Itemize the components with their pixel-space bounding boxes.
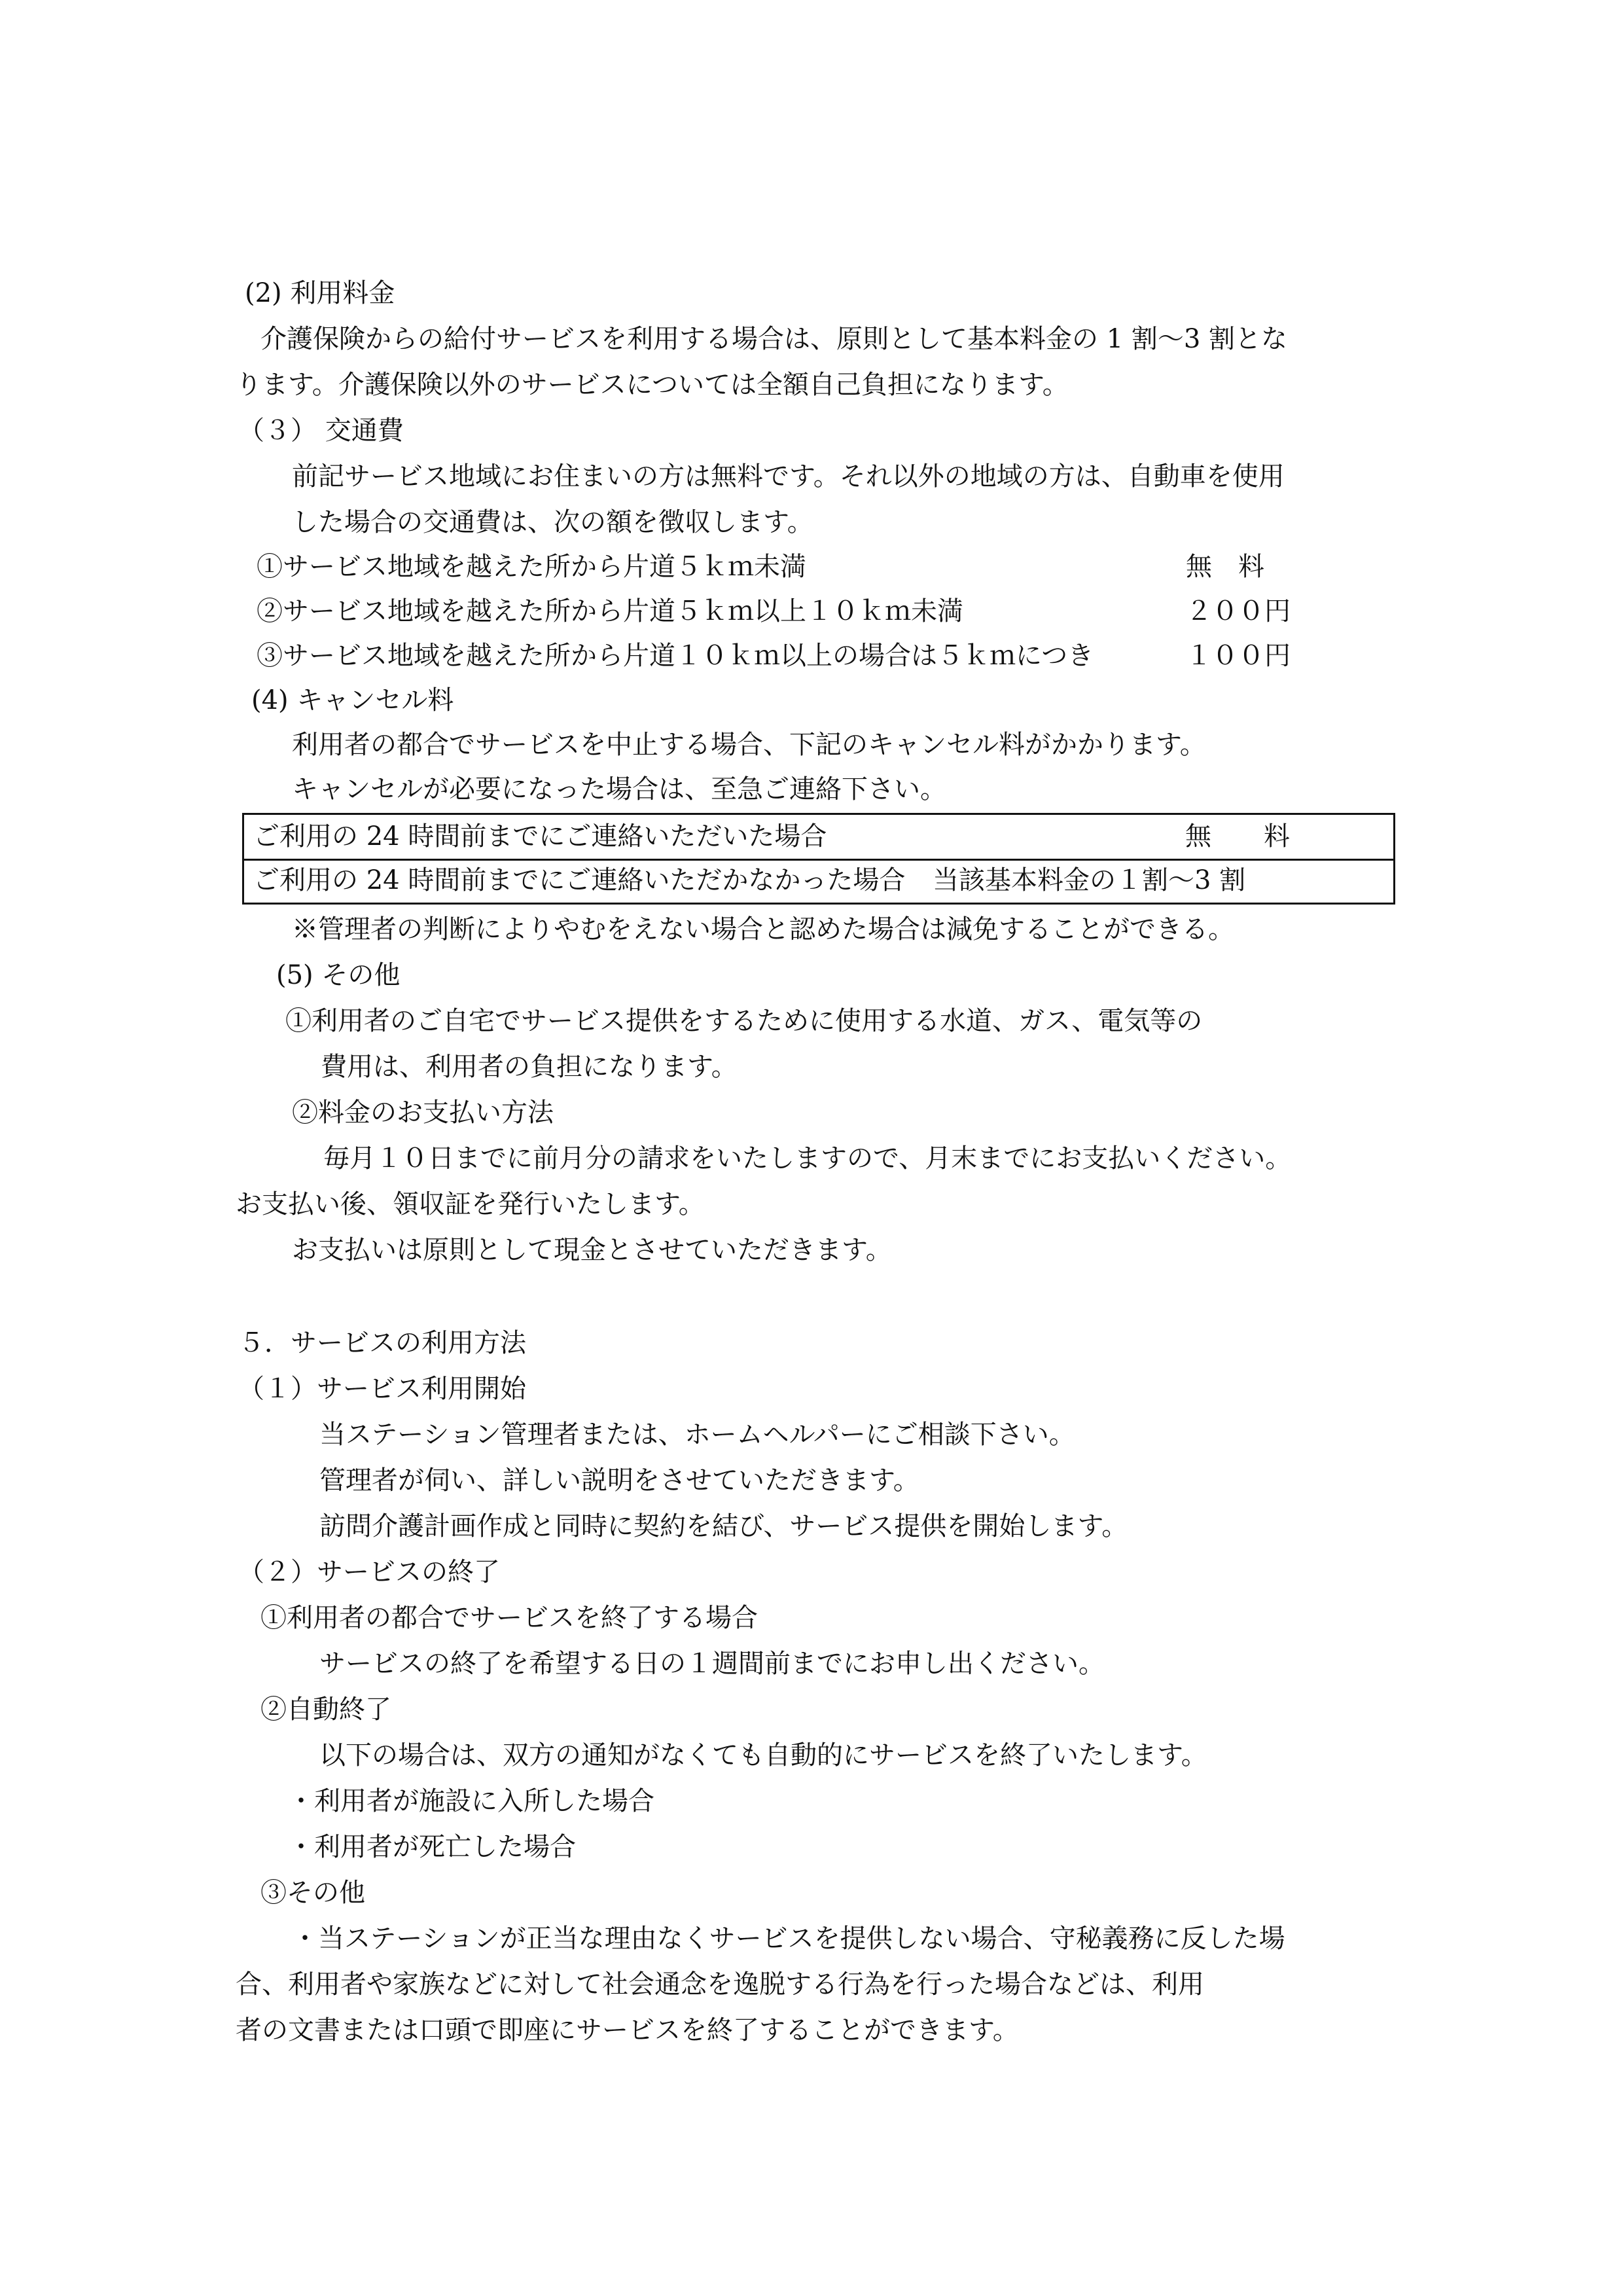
cancel-fee-table-row [244,815,1393,861]
other-item-2-line-2: お支払い後、領収証を発行いたします。 [236,1189,705,1219]
other-item-2-line-3: お支払いは原則として現金とさせていただきます。 [292,1235,892,1265]
cancel-condition-cell: ご利用の 24 時間前までにご連絡いただいた場合 [253,821,827,852]
cancel-note: ※管理者の判断によりやむをえない場合と認めた場合は減免することができる。 [292,914,1234,944]
cancel-paragraph-line-2: キャンセルが必要になった場合は、至急ご連絡下さい。 [292,774,946,804]
service-start-line-3: 訪問介護計画作成と同時に契約を結び、サービス提供を開始します。 [319,1511,1128,1541]
service-end-item-3-line-1: ・当ステーションが正当な理由なくサービスを提供しない場合、守秘義務に反した場 [292,1924,1285,1954]
service-start-heading: （１）サービス利用開始 [238,1374,526,1404]
service-start-line-2: 管理者が伺い、詳しい説明をさせていただきます。 [319,1465,919,1496]
other-item-1-line-2: 費用は、利用者の負担になります。 [321,1052,738,1082]
service-end-item-2-line: 以下の場合は、双方の通知がなくても自動的にサービスを終了いたします。 [319,1740,1207,1770]
service-end-item-3-line-3: 者の文書または口頭で即座にサービスを終了することができます。 [236,2015,1019,2045]
service-end-heading: （２）サービスの終了 [238,1557,500,1587]
transport-paragraph-line-2: した場合の交通費は、次の額を徴収します。 [292,507,813,537]
fees-paragraph-line-1: 介護保険からの給付サービスを利用する場合は、原則として基本料金の 1 割～3 割とな [260,324,1288,354]
transport-item-1-label: ①サービス地域を越えた所から片道５ｋｍ未満 [257,552,806,582]
other-item-1-line-1: ①利用者のご自宅でサービス提供をするために使用する水道、ガス、電気等の [285,1006,1203,1036]
cancel-fee-table-row [244,859,1393,903]
cancel-fee-table [242,813,1395,905]
transport-item-1-amount: 無 料 [1186,552,1264,582]
transport-item-2-label: ②サービス地域を越えた所から片道５ｋｍ以上１０ｋｍ未満 [257,596,963,626]
other-heading: (5) その他 [276,960,401,990]
fees-paragraph-line-2: ります。介護保険以外のサービスについては全額自己負担になります。 [236,370,1069,400]
cancel-fee-cell: 当該基本料金の１割～3 割 [933,865,1246,895]
service-end-item-1-heading: ①利用者の都合でサービスを終了する場合 [260,1603,758,1633]
transport-paragraph-line-1: 前記サービス地域にお住まいの方は無料です。それ以外の地域の方は、自動車を使用 [292,461,1285,492]
service-end-item-3-line-2: 合、利用者や家族などに対して社会通念を逸脱する行為を行った場合などは、利用 [236,1969,1204,2000]
fees-heading: (2) 利用料金 [245,278,395,308]
service-end-item-1-line: サービスの終了を希望する日の１週間前までにお申し出ください。 [319,1649,1105,1679]
service-end-bullet-2: ・利用者が死亡した場合 [288,1832,576,1862]
service-start-line-1: 当ステーション管理者または、ホームヘルパーにご相談下さい。 [319,1420,1075,1450]
service-end-bullet-1: ・利用者が施設に入所した場合 [288,1786,654,1816]
transport-item-2-amount: ２００円 [1186,596,1291,626]
service-end-item-3-heading: ③その他 [260,1878,365,1908]
transport-item-3-label: ③サービス地域を越えた所から片道１０ｋｍ以上の場合は５ｋｍにつき [257,641,1094,671]
cancel-condition-cell: ご利用の 24 時間前までにご連絡いただかなかった場合 [253,865,906,895]
other-item-2-heading: ②料金のお支払い方法 [292,1098,554,1128]
cancel-paragraph-line-1: 利用者の都合でサービスを中止する場合、下記のキャンセル料がかかります。 [292,730,1206,760]
transport-heading: （３） 交通費 [238,416,404,446]
section-5-heading: ５．サービスの利用方法 [238,1328,526,1358]
service-end-item-2-heading: ②自動終了 [260,1695,391,1725]
other-item-2-line-1: 毎月１０日までに前月分の請求をいたしますので、月末までにお支払いください。 [323,1143,1292,1174]
transport-item-3-amount: １００円 [1186,641,1291,671]
cancel-fee-cell: 無 料 [1185,821,1290,852]
cancel-heading: (4) キャンセル料 [251,685,454,715]
